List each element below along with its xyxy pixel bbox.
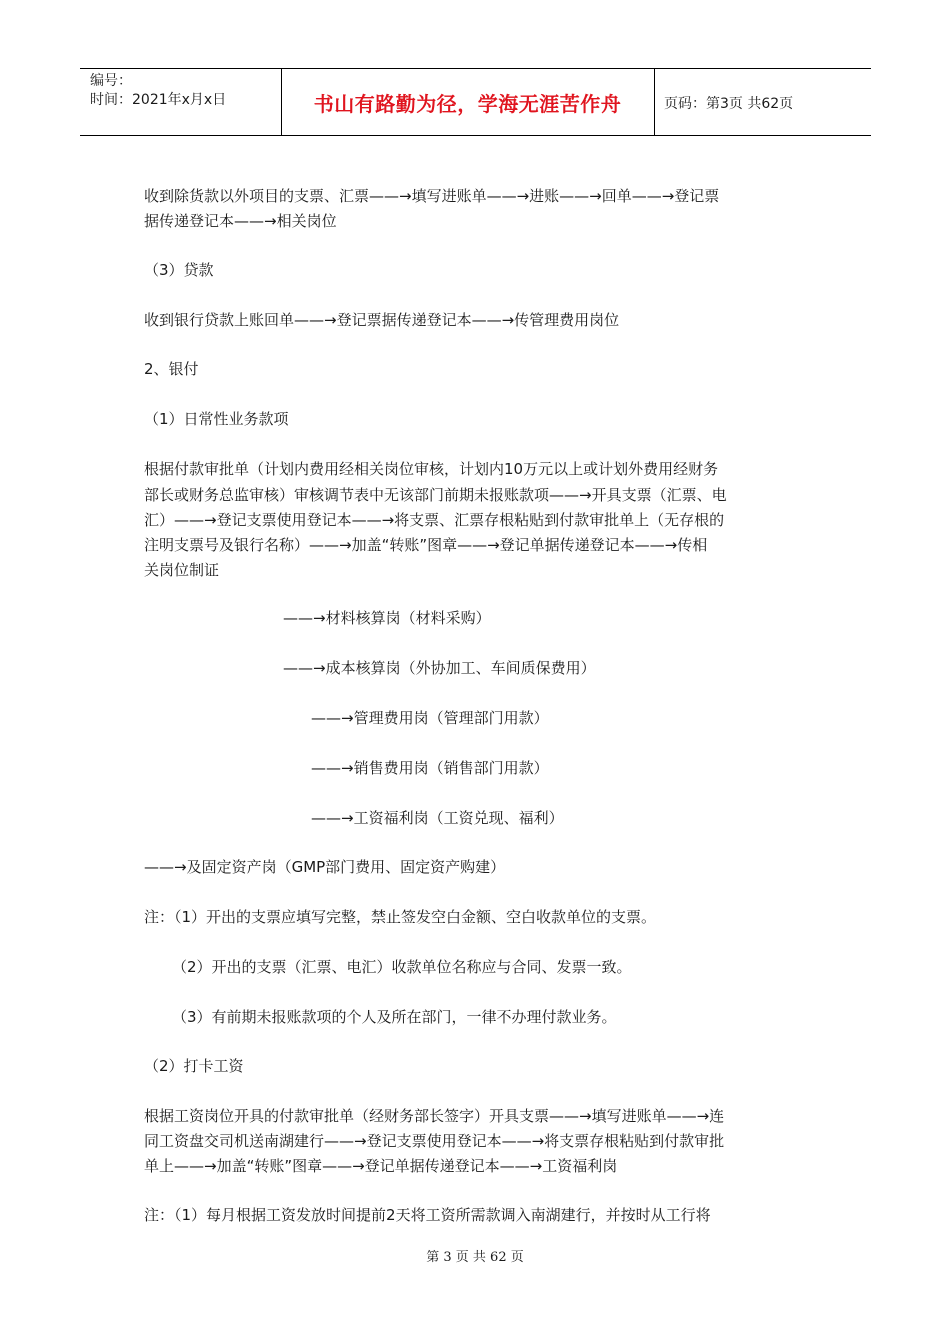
paragraph-line: 汇）——→登记支票使用登记本——→将支票、汇票存根粘贴到付款审批单上（无存根的 [144, 511, 725, 529]
time-label: 时间：2021年x月x日 [90, 92, 227, 108]
header-page-info: 页码：第3页 共62页 [664, 96, 794, 112]
flow-branch: ——→成本核算岗（外协加工、车间质保费用） [283, 659, 596, 677]
paragraph-line: 同工资盘交司机送南湖建行——→登记支票使用登记本——→将支票存根粘贴到付款审批 [144, 1132, 725, 1150]
section-heading: （1）日常性业务款项 [144, 410, 289, 428]
flow-branch: ——→材料核算岗（材料采购） [283, 609, 491, 627]
flow-branch: ——→工资福利岗（工资兑现、福利） [311, 809, 564, 827]
note-line: 注：（1）每月根据工资发放时间提前2天将工资所需款调入南湖建行，并按时从工行将 [144, 1206, 711, 1224]
flow-branch: ——→及固定资产岗（GMP部门费用、固定资产购建） [144, 858, 506, 876]
paragraph-line: 根据付款审批单（计划内费用经相关岗位审核，计划内10万元以上或计划外费用经财务 [144, 460, 719, 478]
flow-branch: ——→销售费用岗（销售部门用款） [311, 759, 549, 777]
page-footer: 第 3 页 共 62 页 [426, 1250, 524, 1265]
note-line: 注：（1）开出的支票应填写完整，禁止签发空白金额、空白收款单位的支票。 [144, 908, 657, 926]
header-meta [90, 72, 226, 110]
paragraph-line: 根据工资岗位开具的付款审批单（经财务部长签字）开具支票——→填写进账单——→连 [144, 1107, 725, 1125]
flow-branch: ——→管理费用岗（管理部门用款） [311, 709, 549, 727]
paragraph-line: 部长或财务总监审核）审核调节表中无该部门前期未报账款项——→开具支票（汇票、电 [144, 486, 727, 504]
section-heading: 2、银付 [144, 360, 199, 378]
section-heading: （3）贷款 [144, 261, 214, 279]
page-header [80, 68, 871, 136]
paragraph-line: 据传递登记本——→相关岗位 [144, 212, 337, 230]
note-line: （3）有前期未报账款项的个人及所在部门，一律不办理付款业务。 [172, 1008, 617, 1026]
section-heading: （2）打卡工资 [144, 1057, 244, 1075]
paragraph-line: 收到除货款以外项目的支票、汇票——→填写进账单——→进账——→回单——→登记票 [144, 187, 720, 205]
paragraph-line: 关岗位制证 [144, 561, 220, 579]
paragraph-line: 收到银行贷款上账回单——→登记票据传递登记本——→传管理费用岗位 [144, 311, 620, 329]
number-label: 编号： [90, 73, 132, 89]
header-divider [654, 69, 655, 135]
header-motto: 书山有路勤为径，学海无涯苦作舟 [313, 91, 622, 116]
paragraph-line: 单上——→加盖“转账”图章——→登记单据传递登记本——→工资福利岗 [144, 1157, 618, 1175]
paragraph-line: 注明支票号及银行名称）——→加盖“转账”图章——→登记单据传递登记本——→传相 [144, 536, 708, 554]
note-line: （2）开出的支票（汇票、电汇）收款单位名称应与合同、发票一致。 [172, 958, 632, 976]
